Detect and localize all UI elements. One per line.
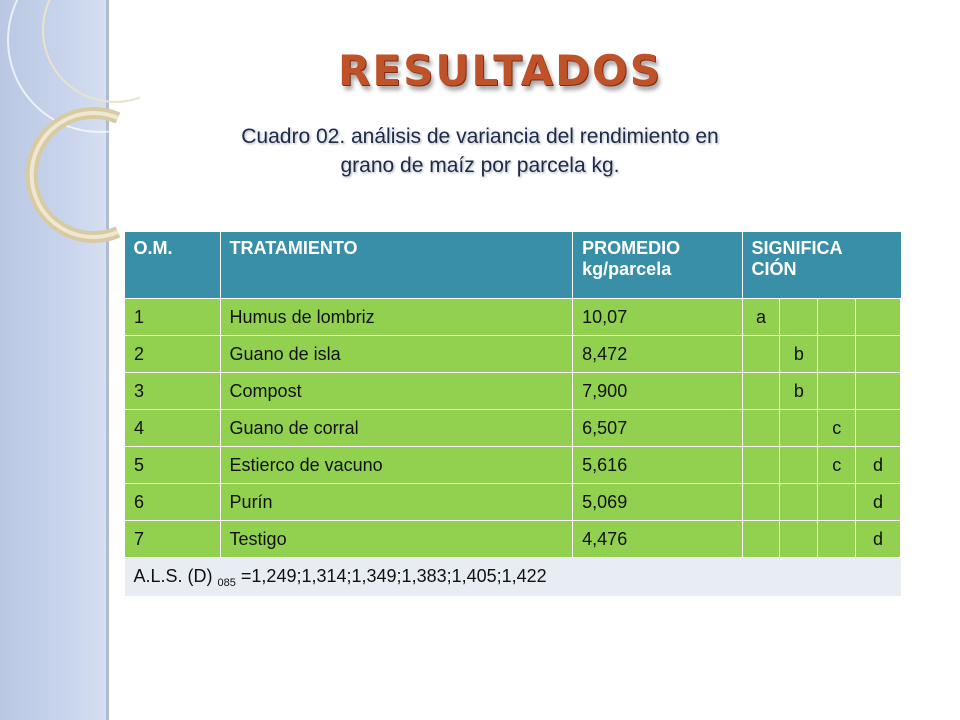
cell-sig-1: a — [742, 299, 780, 336]
cell-om: 3 — [125, 373, 221, 410]
cell-sig-2 — [780, 521, 818, 558]
cell-promedio: 6,507 — [573, 410, 742, 447]
header-om: O.M. — [125, 232, 221, 299]
header-promedio: PROMEDIO kg/parcela — [573, 232, 742, 299]
cell-sig-4: d — [856, 484, 901, 521]
slide-title: RESULTADOS — [338, 46, 662, 95]
cell-sig-4 — [856, 299, 901, 336]
header-tratamiento: TRATAMIENTO — [220, 232, 573, 299]
caption-line-1: Cuadro 02. análisis de variancia del rendimiento en — [241, 125, 719, 148]
table-row — [125, 336, 901, 373]
cell-sig-2: b — [780, 373, 818, 410]
cell-sig-3 — [818, 336, 856, 373]
cell-sig-1 — [742, 336, 780, 373]
cell-om: 1 — [125, 299, 221, 336]
cell-tratamiento: Humus de lombriz — [220, 299, 573, 336]
table-footer-row — [125, 558, 901, 597]
cell-tratamiento: Testigo — [220, 521, 573, 558]
cell-promedio: 5,069 — [573, 484, 742, 521]
cell-om: 2 — [125, 336, 221, 373]
cell-sig-2: b — [780, 336, 818, 373]
cell-sig-1 — [742, 484, 780, 521]
cell-sig-3 — [818, 521, 856, 558]
cell-promedio: 7,900 — [573, 373, 742, 410]
table-row — [125, 521, 901, 558]
cell-tratamiento: Guano de corral — [220, 410, 573, 447]
cell-sig-3 — [818, 299, 856, 336]
cell-om: 4 — [125, 410, 221, 447]
cell-om: 6 — [125, 484, 221, 521]
cell-sig-2 — [780, 447, 818, 484]
table-row — [125, 447, 901, 484]
table-row — [125, 373, 901, 410]
cell-sig-3: c — [818, 447, 856, 484]
cell-om: 7 — [125, 521, 221, 558]
table-row — [125, 299, 901, 336]
cell-sig-1 — [742, 373, 780, 410]
cell-sig-1 — [742, 521, 780, 558]
cell-sig-3 — [818, 373, 856, 410]
caption-line-2: grano de maíz por parcela kg. — [340, 154, 620, 177]
header-significacion: SIGNIFICA CIÓN — [742, 232, 900, 299]
decorative-rings — [0, 0, 140, 260]
cell-sig-4: d — [856, 521, 901, 558]
cell-promedio: 8,472 — [573, 336, 742, 373]
anova-results-table — [124, 232, 901, 596]
cell-tratamiento: Purín — [220, 484, 573, 521]
cell-sig-2 — [780, 410, 818, 447]
cell-promedio: 5,616 — [573, 447, 742, 484]
cell-tratamiento: Estierco de vacuno — [220, 447, 573, 484]
als-label: A.L.S. (D) — [133, 565, 213, 586]
cell-sig-4 — [856, 336, 901, 373]
cell-sig-2 — [780, 484, 818, 521]
cell-tratamiento: Guano de isla — [220, 336, 573, 373]
cell-sig-4: d — [856, 447, 901, 484]
cell-sig-1 — [742, 410, 780, 447]
cell-sig-3 — [818, 484, 856, 521]
cell-promedio: 10,07 — [573, 299, 742, 336]
cell-sig-3: c — [818, 410, 856, 447]
cell-sig-4 — [856, 410, 901, 447]
cell-sig-1 — [742, 447, 780, 484]
als-subscript: 085 — [217, 576, 236, 589]
als-footer-cell — [125, 558, 901, 597]
cell-promedio: 4,476 — [573, 521, 742, 558]
cell-om: 5 — [125, 447, 221, 484]
cell-sig-2 — [780, 299, 818, 336]
table-header-row — [125, 232, 901, 299]
cell-sig-4 — [856, 373, 901, 410]
cell-tratamiento: Compost — [220, 373, 573, 410]
table-caption — [180, 122, 780, 180]
table-row — [125, 484, 901, 521]
als-values: =1,249;1,314;1,349;1,383;1,405;1,422 — [240, 565, 547, 586]
table-row — [125, 410, 901, 447]
